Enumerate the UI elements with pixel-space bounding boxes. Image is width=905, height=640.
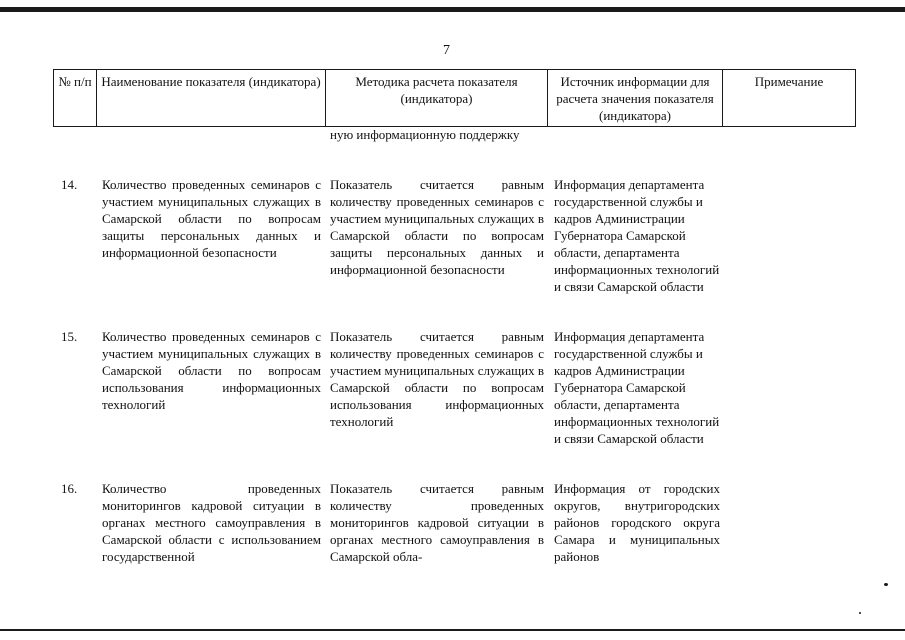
row-15-source: Информация департамента государственной службы и кадров Администрации Губернатора Самарской области, департамента информационных технологий и связи Самарской области [554,329,720,446]
continuation-method-text: ную информационную поддержку [330,127,520,142]
header-col-source: Источник информации для расчета значения показателя (индикатора) [548,70,723,127]
row-15-name: Количество проведенных семинаров с участием муниципальных служащих в Самарской области по вопросам использования информационных технологий [102,329,321,412]
row-14-method: Показатель считается равным количеству проведенных семинаров с участием муниципальных служащих в Самарской области по вопросам защиты персональных данных и информационной безопасности [330,177,544,277]
header-col-note: Примечание [723,70,856,127]
row-16-name: Количество проведенных мониторингов кадровой ситуации в органах местного самоуправления в Самарской области с использованием государственной [102,481,321,564]
row-14-number: 14. [61,177,78,192]
header-col-number: № п/п [54,70,97,127]
table-header [53,69,856,127]
bottom-border-bar [0,629,905,631]
row-14-name: Количество проведенных семинаров с участием муниципальных служащих в Самарской области по вопросам защиты персональных данных и информационной безопасности [102,177,321,260]
row-15-number: 15. [61,329,78,344]
scan-speck [859,612,861,614]
header-col-name: Наименование показателя (индикатора) [97,70,326,127]
row-14-source: Информация департамента государственной службы и кадров Администрации Губернатора Самарской области, департамента информационных технологий и связи Самарской области [554,177,720,294]
row-15-method: Показатель считается равным количеству проведенных семинаров с участием муниципальных служащих в Самарской области по вопросам использования информационных технологий [330,329,544,429]
row-16-source: Информация от городских округов, внутригородских районов городского округа Самара и муниципальных районов [554,481,720,564]
row-16-number: 16. [61,481,78,496]
top-border-bar [0,7,905,12]
page-number: 7 [443,43,450,58]
row-16-method: Показатель считается равным количеству проведенных мониторингов кадровой ситуации в органах местного самоуправления в Самарской обла- [330,481,544,564]
header-col-method: Методика расчета показателя (индикатора) [326,70,548,127]
scan-speck [884,583,888,586]
